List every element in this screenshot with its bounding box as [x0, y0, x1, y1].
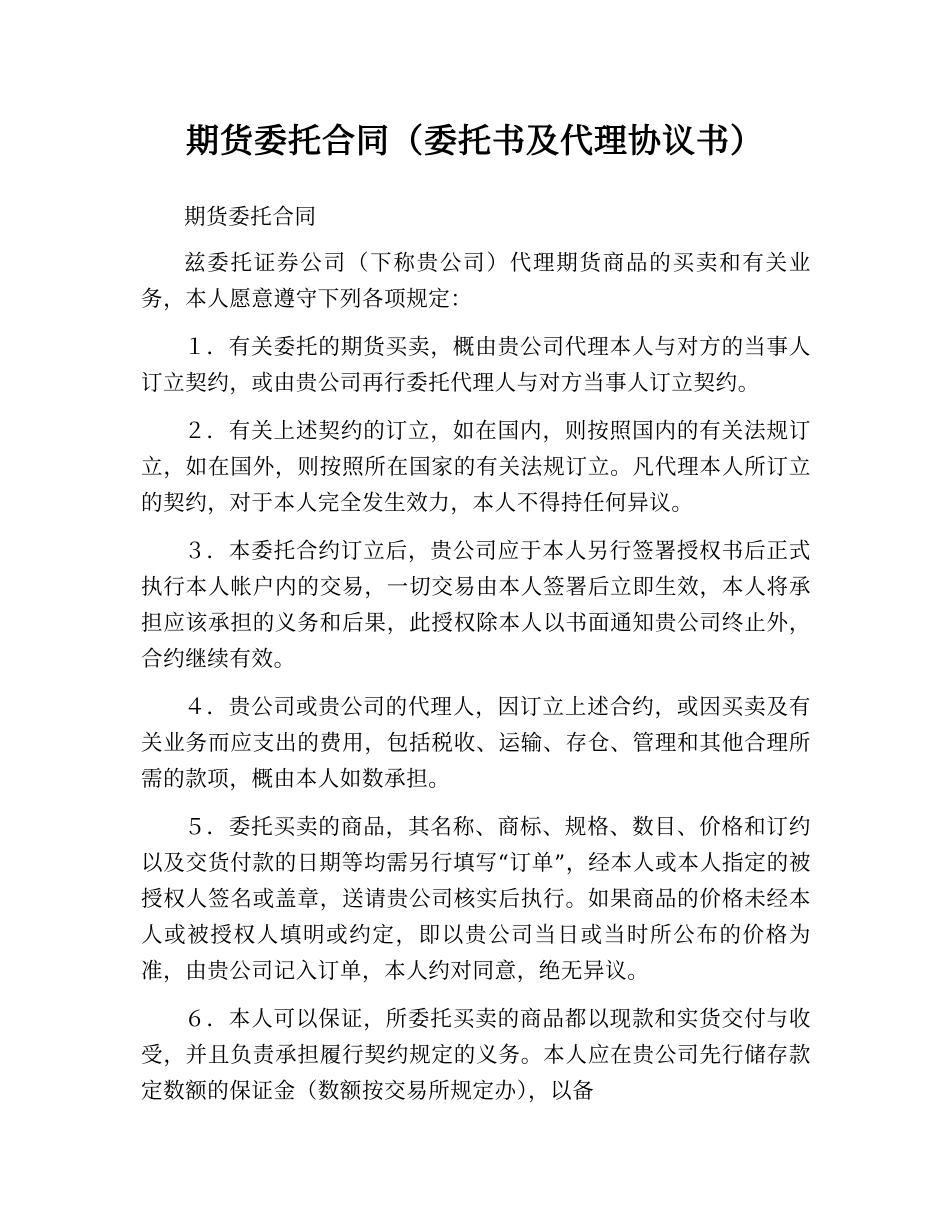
- document-body: [141, 200, 811, 1122]
- contract-subtitle: 期货委托合同: [184, 205, 317, 230]
- intro-paragraph: 兹委托证券公司（下称贵公司）代理期货商品的买卖和有关业务，本人愿意遵守下列各项规定：: [141, 251, 811, 312]
- clause-2: ２．有关上述契约的订立，如在国内，则按照国内的有关法规订立，如在国外，则按照所在国家的有关法规订立。凡代理本人所订立的契约，对于本人完全发生效力，本人不得持任何异议。: [141, 419, 811, 516]
- document-title: 期货委托合同（委托书及代理协议书）: [186, 121, 764, 160]
- clause-5: ５．委托买卖的商品，其名称、商标、规格、数目、价格和订约以及交货付款的日期等均需另行填写“订单”，经本人或本人指定的被授权人签名或盖章，送请贵公司核实后执行。如果商品的价格未经本人或被授权人填明或约定，即以贵公司当日或当时所公布的价格为准，由贵公司记入订单，本人约对同意，绝无异议。: [141, 815, 811, 984]
- clause-4: ４．贵公司或贵公司的代理人，因订立上述合约，或因买卖及有关业务而应支出的费用，包括税收、运输、存仓、管理和其他合理所需的款项，概由本人如数承担。: [141, 695, 811, 792]
- clause-1: １．有关委托的期货买卖，概由贵公司代理本人与对方的当事人订立契约，或由贵公司再行委托代理人与对方当事人订立契约。: [141, 335, 811, 396]
- clause-3: ３．本委托合约订立后，贵公司应于本人另行签署授权书后正式执行本人帐户内的交易，一切交易由本人签署后立即生效，本人将承担应该承担的义务和后果，此授权除本人以书面通知贵公司终止外，合约继续有效。: [141, 539, 811, 672]
- clause-6: ６．本人可以保证，所委托买卖的商品都以现款和实货交付与收受，并且负责承担履行契约规定的义务。本人应在贵公司先行储存款定数额的保证金（数额按交易所规定办），以备: [141, 1007, 811, 1104]
